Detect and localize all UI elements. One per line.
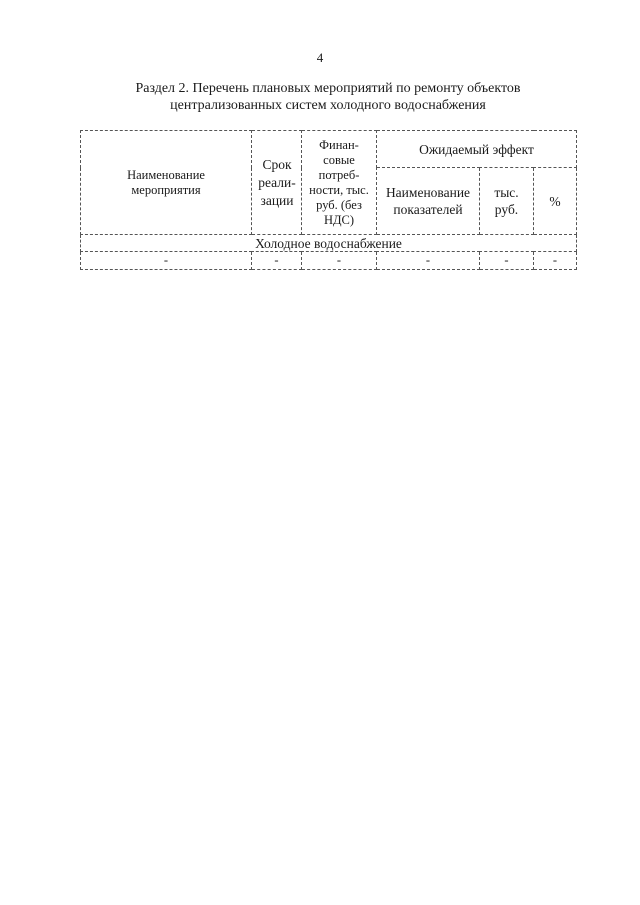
section-heading-line-2: централизованных систем холодного водоснабжения	[170, 98, 486, 113]
header-finance: Финан-совые потреб-ности, тыс. руб. (без НДС)	[302, 131, 377, 235]
table-cell: -	[81, 252, 252, 270]
header-percent: %	[534, 168, 577, 235]
section-heading	[80, 80, 576, 114]
table-cell: -	[377, 252, 480, 270]
page-number: 4	[316, 50, 324, 65]
table-cell: -	[252, 252, 302, 270]
header-term: Срок реали-зации	[252, 131, 302, 235]
section-title-cold-water: Холодное водоснабжение	[81, 235, 577, 252]
header-indicator-name: Наименование показателей	[377, 168, 480, 235]
header-thousand-rub: тыс. руб.	[480, 168, 534, 235]
plan-table	[80, 130, 577, 270]
header-expected-effect: Ожидаемый эффект	[377, 131, 577, 168]
header-event-name: Наименование мероприятия	[81, 131, 252, 235]
table-cell: -	[302, 252, 377, 270]
table-cell: -	[534, 252, 577, 270]
table-cell: -	[480, 252, 534, 270]
table-row	[81, 252, 577, 270]
section-heading-line-1: Раздел 2. Перечень плановых мероприятий по ремонту объектов	[135, 81, 521, 96]
